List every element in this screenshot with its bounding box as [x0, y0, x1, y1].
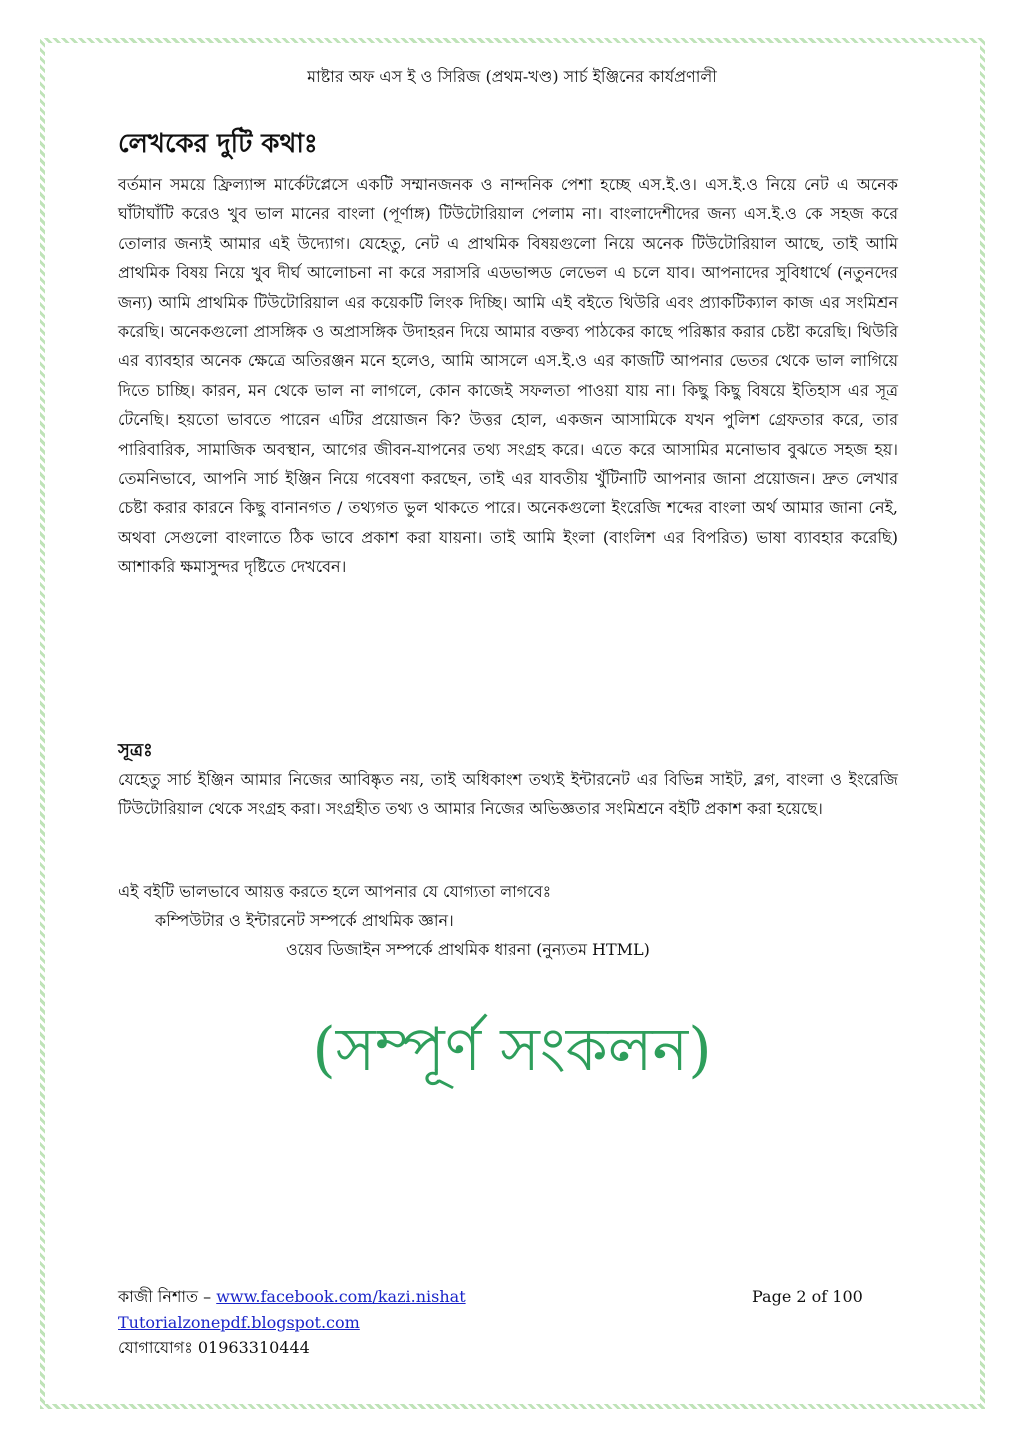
blog-link[interactable]: Tutorialzonepdf.blogspot.com — [118, 1313, 360, 1332]
author-name: কাজী নিশাত — [118, 1287, 199, 1306]
preface-heading: লেখকের দুটি কথাঃ — [118, 129, 318, 159]
running-header: মাষ্টার অফ এস ই ও সিরিজ (প্রথম-খণ্ড) সার্চ ইঞ্জিনের কার্যপ্রণালী — [307, 67, 717, 86]
requirements-intro: এই বইটি ভালভাবে আয়ত্ত করতে হলে আপনার যে যোগ্যতা লাগবেঃ — [118, 882, 552, 901]
sources-heading: সূত্রঃ — [118, 740, 153, 761]
sources-paragraph: যেহেতু সার্চ ইঞ্জিন আমার নিজের আবিষ্কৃত নয়, তাই অধিকাংশ তথ্যই ইন্টারনেট এর বিভিন্ন সাইট, ব্লগ, বাংলা ও ইংরেজি টিউটোরিয়াল থেকে সংগ্রহ করা। সংগ্রহীত তথ্য ও আমার নিজের অভিজ্ঞতার সংমিশ্রনে বইটি প্রকাশ করা হয়েছে। — [118, 770, 898, 819]
page-number: Page 2 of 100 — [752, 1287, 863, 1306]
preface-paragraph: বর্তমান সময়ে ফ্রিল্যান্স মার্কেটপ্লেসে একটি সম্মানজনক ও নান্দনিক পেশা হচ্ছে এস.ই.ও। এস.ই.ও নিয়ে নেট এ অনেক ঘাঁটাঘাঁটি করেও খুব ভাল মানের বাংলা (পূর্ণাঙ্গ) টিউটোরিয়াল পেলাম না। বাংলাদেশীদের জন্য এস.ই.ও কে সহজ করে তোলার জন্যই আমার এই উদ্যোগ। যেহেতু, নেট এ প্রাথমিক বিষয়গুলো নিয়ে অনেক টিউটোরিয়াল আছে, তাই আমি প্রাথমিক বিষয় নিয়ে খুব দীর্ঘ আলোচনা না করে সরাসরি এডভান্সড লেভেল এ চলে যাব। আপনাদের সুবিধার্থে (নতুনদের জন্য) আমি প্রাথমিক টিউটোরিয়াল এর কয়েকটি লিংক দিচ্ছি। আমি এই বইতে থিউরি এবং প্র্যাকটিক্যাল কাজ এর সংমিশ্রন করেছি। অনেকগুলো প্রাসঙ্গিক ও অপ্রাসঙ্গিক উদাহরন দিয়ে আমার বক্তব্য পাঠকের কাছে পরিষ্কার করার চেষ্টা করেছি। থিউরি এর ব্যাবহার অনেক ক্ষেত্রে অতিরঞ্জন মনে হলেও, আমি আসলে এস.ই.ও এর কাজটি আপনার ভেতর থেকে ভাল লাগিয়ে দিতে চাচ্ছি। কারন, মন থেকে ভাল না লাগলে, কোন কাজেই সফলতা পাওয়া যায় না। কিছু কিছু বিষয়ে ইতিহাস এর সূত্র টেনেছি। হয়তো ভাবতে পারেন এটির প্রয়োজন কি? উত্তর হোল, একজন আসামিকে যখন পুলিশ গ্রেফতার করে, তার পারিবারিক, সামাজিক অবস্থান, আগের জীবন-যাপনের তথ্য সংগ্রহ করে। এতে করে আসামির মনোভাব বুঝতে সহজ হয়। তেমনিভাবে, আপনি সার্চ ইঞ্জিন নিয়ে গবেষণা করছেন, তাই এর যাবতীয় খুঁটিনাটি আপনার জানা প্রয়োজন। দ্রুত লেখার চেষ্টা করার কারনে কিছু বানানগত / তথ্যগত ভুল থাকতে পারে। অনেকগুলো ইংরেজি শব্দের বাংলা অর্থ আমার জানা নেই, অথবা সেগুলো বাংলাতে ঠিক ভাবে প্রকাশ করা যায়না। তাই আমি ইংলা (বাংলিশ এর বিপরিত) ভাষা ব্যাবহার করেছি) আশাকরি ক্ষমাসুন্দর দৃষ্টিতে দেখবেন। — [118, 175, 898, 577]
requirement-item: ওয়েব ডিজাইন সম্পর্কে প্রাথমিক ধারনা (নুন্যতম HTML) — [286, 940, 650, 959]
facebook-link[interactable]: www.facebook.com/kazi.nishat — [216, 1287, 466, 1306]
contact-info: যোগাযোগঃ 01963310444 — [118, 1338, 310, 1357]
edition-label: (সম্পূর্ণ সংকলন) — [312, 1015, 712, 1085]
requirement-item: কম্পিউটার ও ইন্টারনেট সম্পর্কে প্রাথমিক জ্ঞান। — [155, 911, 454, 930]
footer-blog-line — [118, 1311, 360, 1335]
author-separator: – — [198, 1287, 217, 1306]
footer-author-line — [118, 1285, 466, 1309]
